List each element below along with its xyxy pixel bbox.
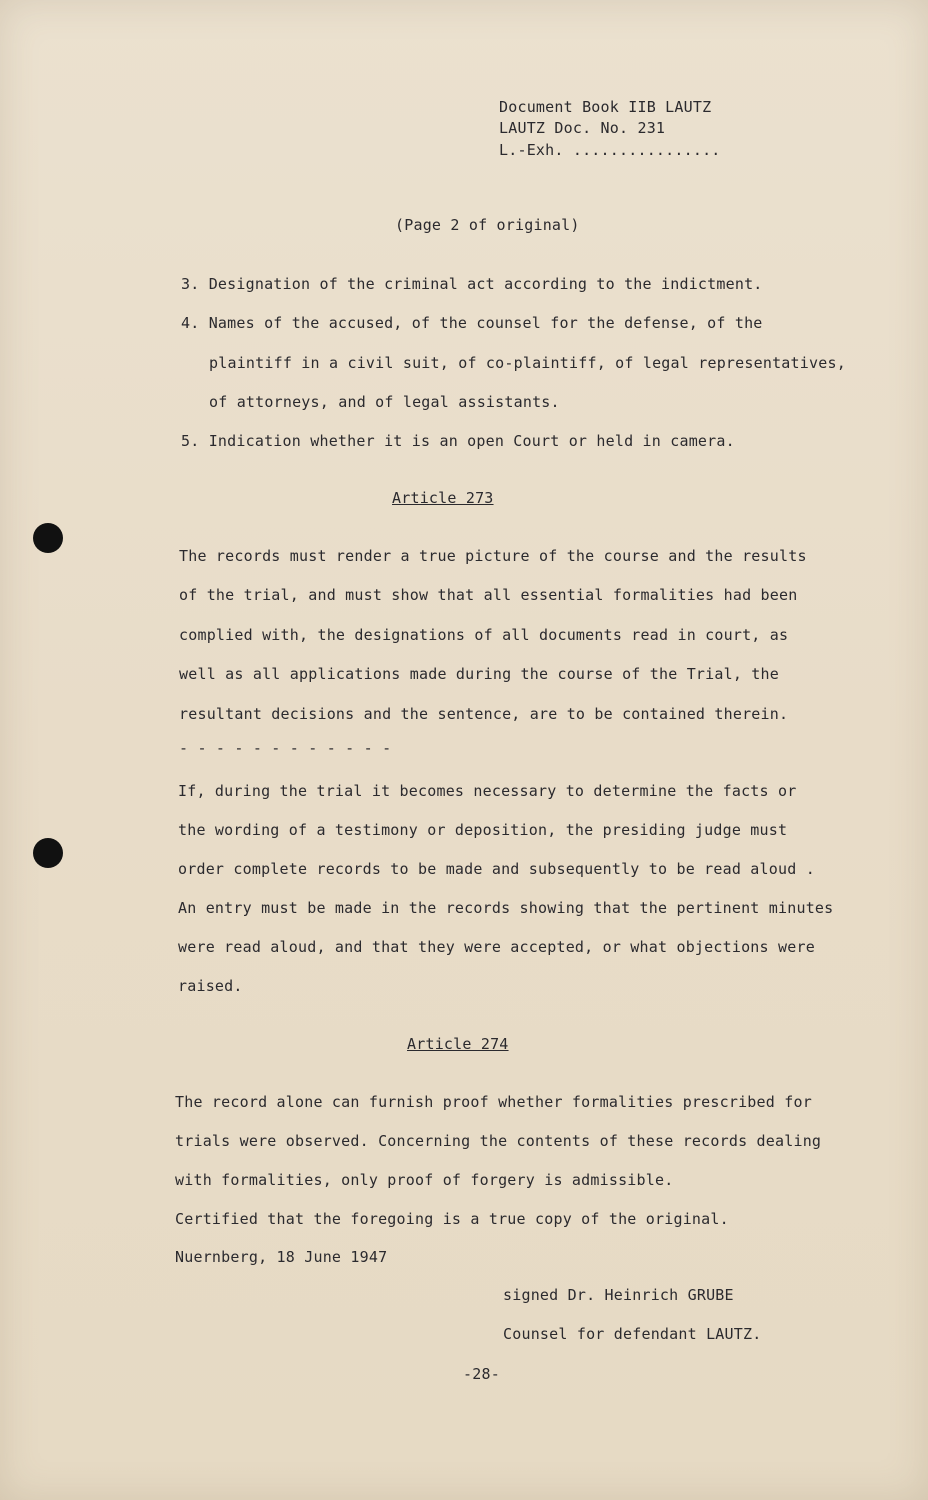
paragraph-line: of the trial, and must show that all essential formalities had been: [179, 586, 798, 604]
paragraph-line: If, during the trial it becomes necessary to determine the facts or: [178, 782, 797, 800]
page-note: (Page 2 of original): [395, 216, 580, 234]
page-number: -28-: [463, 1365, 500, 1383]
signature-title: Counsel for defendant LAUTZ.: [503, 1325, 762, 1343]
paragraph-line: the wording of a testimony or deposition, the presiding judge must: [178, 821, 788, 839]
paragraph-line: An entry must be made in the records showing that the pertinent minutes: [178, 899, 834, 917]
item-4-cont-1: plaintiff in a civil suit, of co-plaintiff, of legal representatives,: [209, 354, 846, 372]
paragraph-line: trials were observed. Concerning the contents of these records dealing: [175, 1132, 822, 1150]
paragraph-line: order complete records to be made and subsequently to be read aloud .: [178, 860, 815, 878]
place-date: Nuernberg, 18 June 1947: [175, 1248, 388, 1266]
paragraph-line: raised.: [178, 977, 243, 995]
article-273-heading: Article 273: [392, 489, 494, 507]
paragraph-line: resultant decisions and the sentence, are to be contained therein.: [179, 705, 789, 723]
signature-line: signed Dr. Heinrich GRUBE: [503, 1286, 734, 1304]
article-274-heading: Article 274: [407, 1035, 509, 1053]
item-3: 3. Designation of the criminal act according to the indictment.: [181, 275, 763, 293]
punch-hole-top: [33, 523, 63, 553]
header-doc-book: Document Book IIB LAUTZ: [499, 98, 712, 116]
header-doc-no: LAUTZ Doc. No. 231: [499, 119, 666, 137]
paragraph-line: The records must render a true picture of the course and the results: [179, 547, 807, 565]
item-4: 4. Names of the accused, of the counsel for the defense, of the: [181, 314, 763, 332]
section-divider: - - - - - - - - - - - -: [179, 739, 392, 757]
header-exhibit: L.-Exh. ................: [499, 141, 721, 159]
punch-hole-bottom: [33, 838, 63, 868]
paragraph-line: The record alone can furnish proof whether formalities prescribed for: [175, 1093, 812, 1111]
paragraph-line: well as all applications made during the course of the Trial, the: [179, 665, 779, 683]
paragraph-line: were read aloud, and that they were accepted, or what objections were: [178, 938, 815, 956]
paragraph-line: with formalities, only proof of forgery is admissible.: [175, 1171, 674, 1189]
paragraph-line: complied with, the designations of all documents read in court, as: [179, 626, 789, 644]
certification: Certified that the foregoing is a true copy of the original.: [175, 1210, 729, 1228]
item-4-cont-2: of attorneys, and of legal assistants.: [209, 393, 560, 411]
item-5: 5. Indication whether it is an open Court or held in camera.: [181, 432, 735, 450]
